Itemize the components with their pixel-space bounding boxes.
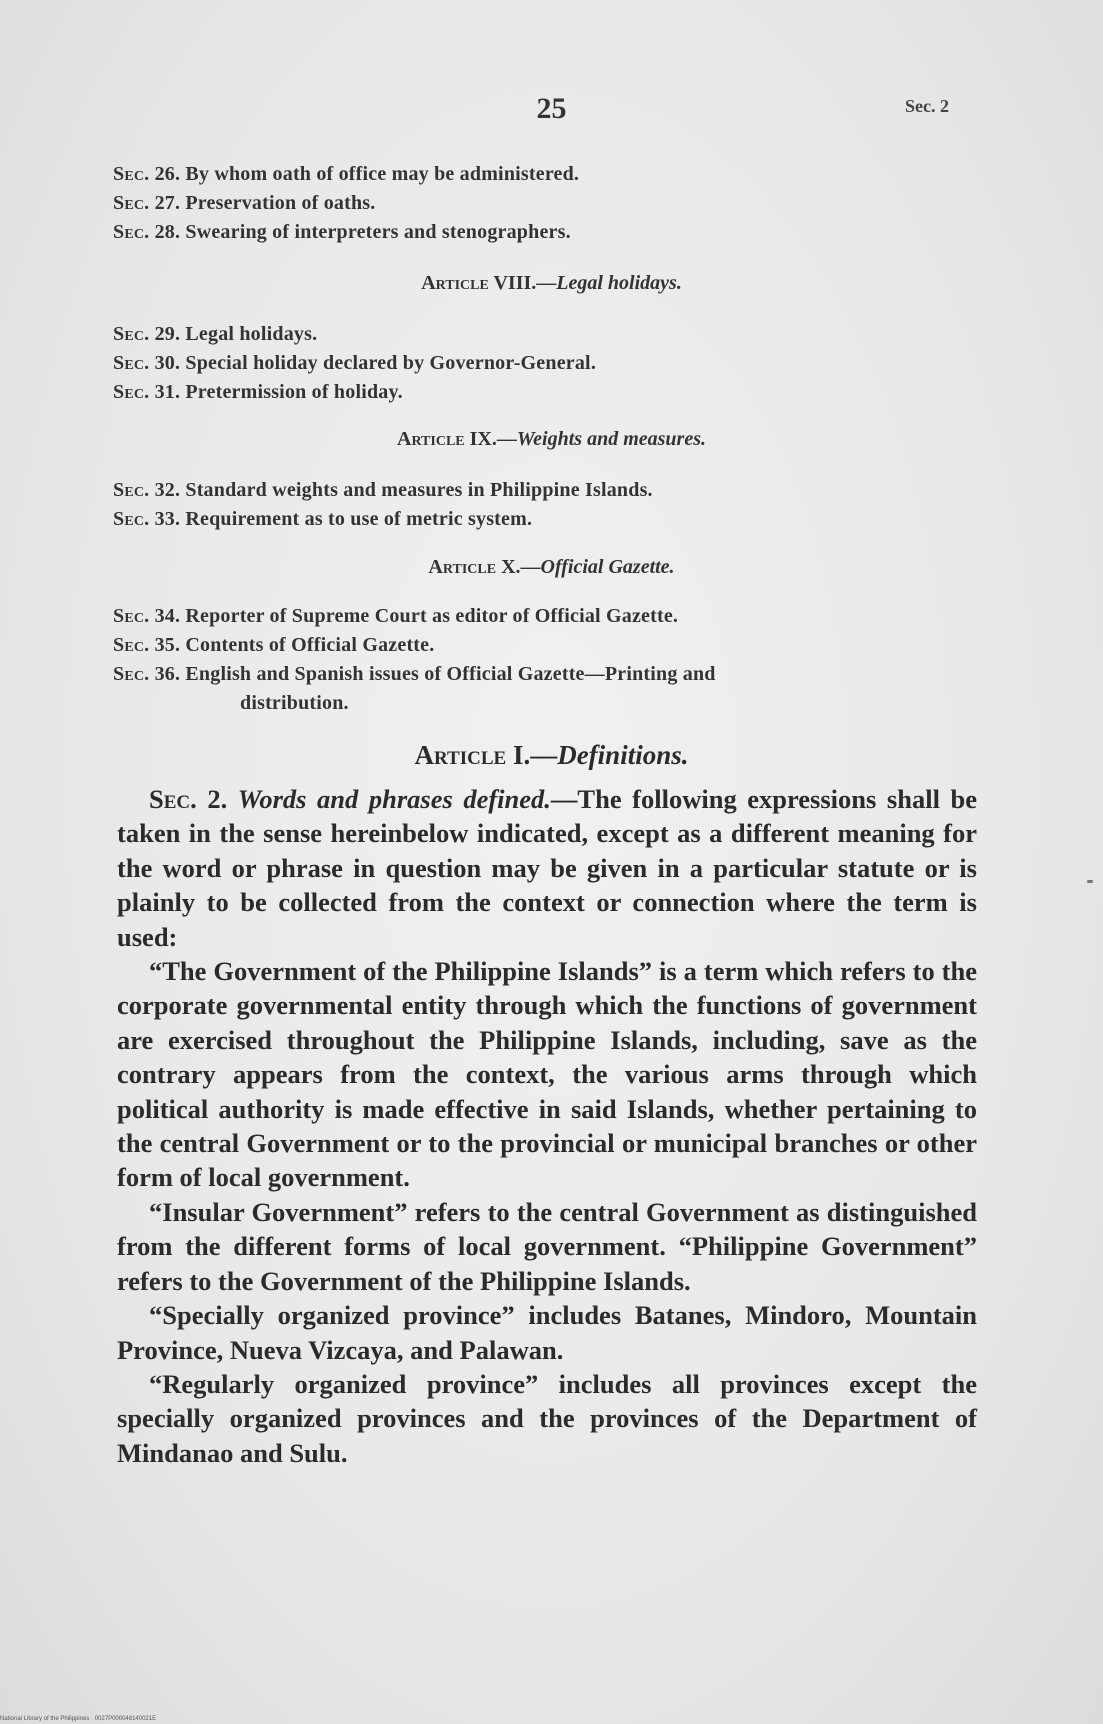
toc-line-text: 32. Standard weights and measures in Philippine Islands.	[154, 479, 653, 501]
article-number: IX.—	[464, 428, 517, 450]
article-word: Article	[421, 272, 489, 294]
toc-line-continuation: distribution.	[240, 692, 349, 714]
article-number: VIII.—	[488, 272, 557, 294]
section-body	[117, 782, 977, 1470]
toc-line	[113, 505, 983, 534]
toc-line	[113, 476, 983, 505]
definition-paragraph: “Specially organized province” includes Batanes, Mindoro, Mountain Province, Nueva Vizcaya, and Palawan.	[117, 1300, 977, 1365]
article-title: Official Gazette.	[540, 556, 675, 578]
running-head: Sec. 2	[905, 96, 949, 116]
toc-group	[113, 320, 983, 407]
section-intro-text: —The following expressions shall be taken in the sense hereinbelow indicated, except as a different meaning for the word or phrase in question may be given in a particular statute or is plainly to be collected from the context or connection where the term is used:	[117, 784, 977, 952]
article-word: Article	[414, 740, 507, 770]
article-heading	[0, 272, 1103, 295]
sec-abbrev: Sec.	[113, 221, 150, 243]
toc-group	[113, 602, 983, 718]
definition-paragraph: “The Government of the Philippine Islands” is a term which refers to the corporate governmental entity through which the functions of government are exercised throughout the Philippine Islands, including, save as the contrary appears from the context, the various arms through which political authority is made effective in said Islands, whether pertaining to the central Government or to the provincial or municipal branches or other form of local government.	[117, 956, 977, 1193]
sec-abbrev: Sec.	[113, 163, 150, 185]
toc-line	[113, 218, 983, 247]
sec-abbrev: Sec.	[113, 605, 150, 627]
toc-line-text: 27. Preservation of oaths.	[154, 192, 376, 214]
sec-abbrev: Sec.	[113, 663, 150, 685]
scan-speck	[1087, 880, 1093, 883]
article-title: Weights and measures.	[516, 428, 706, 450]
toc-line	[113, 189, 983, 218]
article-title: Definitions.	[557, 740, 689, 770]
toc-group	[113, 476, 983, 534]
article-number: X.—	[496, 556, 541, 578]
toc-line-text: 35. Contents of Official Gazette.	[154, 634, 435, 656]
page-number: 25	[536, 92, 567, 125]
toc-line-text: 34. Reporter of Supreme Court as editor of Official Gazette.	[154, 605, 679, 627]
section-intro-paragraph	[117, 782, 977, 954]
main-article-heading	[0, 740, 1103, 771]
toc-line-text: 36. English and Spanish issues of Official Gazette—Printing and	[154, 663, 716, 685]
toc-line-text: 31. Pretermission of holiday.	[154, 381, 403, 403]
sec-abbrev: Sec.	[113, 508, 150, 530]
scan-credit: National Library of the Philippines · 0027P000048140021E	[0, 1716, 157, 1722]
toc-line	[113, 320, 983, 349]
article-title: Legal holidays.	[556, 272, 682, 294]
section-number: 2.	[196, 784, 238, 814]
sec-abbrev: Sec.	[113, 323, 150, 345]
toc-line-text: 26. By whom oath of office may be administered.	[154, 163, 580, 185]
section-heading: Words and phrases defined.	[237, 784, 551, 814]
toc-line	[113, 378, 983, 407]
definition-paragraph: “Regularly organized province” includes all provinces except the specially organized provinces and the provinces of the Department of Mindanao and Sulu.	[117, 1368, 977, 1468]
toc-line	[113, 349, 983, 378]
article-word: Article	[428, 556, 497, 578]
toc-line-text: 29. Legal holidays.	[154, 323, 318, 345]
toc-line	[113, 160, 983, 189]
toc-line-text: 33. Requirement as to use of metric system.	[154, 508, 533, 530]
article-heading	[0, 428, 1103, 451]
article-number: I.—	[506, 740, 558, 770]
sec-abbrev: Sec.	[113, 634, 150, 656]
toc-group	[113, 160, 983, 247]
toc-line	[113, 602, 983, 631]
article-heading	[0, 556, 1103, 579]
toc-line	[113, 631, 983, 660]
article-word: Article	[397, 428, 465, 450]
sec-abbrev: Sec.	[113, 192, 150, 214]
toc-line-text: 30. Special holiday declared by Governor-General.	[154, 352, 597, 374]
definition-paragraph: “Insular Government” refers to the central Government as distinguished from the different forms of local government. “Philippine Government” refers to the Government of the Philippine Islands.	[117, 1196, 977, 1296]
sec-abbrev: Sec.	[113, 381, 150, 403]
toc-line-text: 28. Swearing of interpreters and stenographers.	[154, 221, 571, 243]
sec-abbrev: Sec.	[113, 352, 150, 374]
sec-abbrev: Sec.	[113, 479, 150, 501]
sec-abbrev: Sec.	[149, 784, 197, 814]
toc-line	[113, 660, 983, 718]
